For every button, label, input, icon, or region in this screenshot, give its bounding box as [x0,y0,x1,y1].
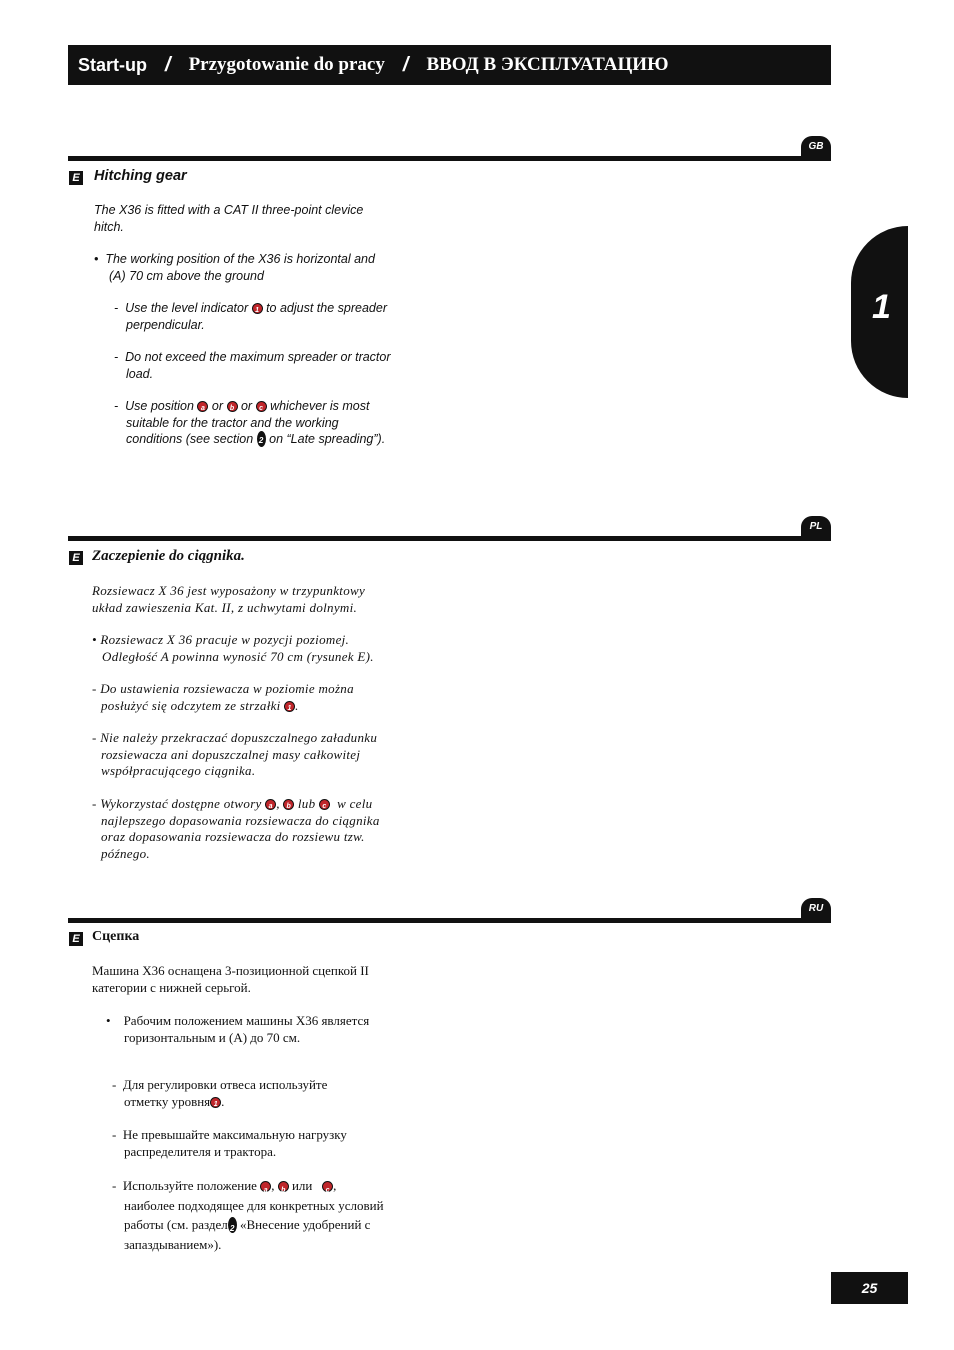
text-line: Nie należy przekraczać dopuszczalnego załadunku [100,730,378,745]
text-line: współpracującego ciągnika. [101,763,256,778]
section-title-gb: Hitching gear [94,168,187,184]
text-line: (A) 70 cm above the ground [109,268,264,283]
header-title-ru: ВВОД В ЭКСПЛУАТАЦИЮ [426,54,669,75]
dash-symbol: - [92,681,97,696]
level-indicator-badge-icon [252,303,263,314]
text-line: load. [126,366,154,381]
section-2-badge-icon [228,1217,237,1233]
position-b-badge-icon [283,799,294,810]
text-fragment: or [211,399,224,413]
text-line: rozsiewacza ani dopuszczalnej masy całkowitej [101,746,361,762]
text-fragment: Use the level indicator [125,301,249,315]
gb-item-1 [114,300,387,333]
text-line: Do ustawienia rozsiewacza w poziomie można [100,681,354,696]
gb-item-2 [114,349,391,382]
bullet-symbol: • [94,252,99,266]
text-line: Do not exceed the maximum spreader or tractor [125,350,391,364]
header-title-pl: Przygotowanie do pracy [188,54,385,75]
chapter-number: 1 [872,288,891,326]
text-line: Rozsiewacz X 36 jest wyposażony w trzypunktowy [92,583,366,598]
text-fragment: on “Late spreading”). [269,432,386,446]
text-line: наиболее подходящее для конкретных условий [124,1197,384,1213]
text-line: Машина X36 оснащена 3-позиционной сцепкой II [92,963,369,978]
text-line: Рабочим положением машины X36 является [123,1013,370,1028]
pl-item-1 [92,681,354,714]
section-rule-ru [68,918,831,923]
text-fragment: отметку уровня [124,1093,211,1109]
text-line: późnego. [101,845,150,861]
section-rule-gb [68,156,831,161]
text-fragment: whichever is most [270,399,370,413]
text-line: hitch. [94,219,124,234]
ru-item-3 [112,1176,384,1254]
text-line: запаздыванием»). [124,1236,222,1252]
dash-symbol: - [114,399,119,413]
header-title-en: Start-up [78,54,147,75]
text-line: The X36 is fitted with a CAT II three-point clevice [94,203,364,217]
header-separator: / [165,53,171,76]
page-header-band [68,45,831,85]
text-line: suitable for the tractor and the working [126,415,339,430]
text-line: Для регулировки отвеса используйте [122,1077,328,1092]
ru-bullet [106,1013,369,1046]
pl-item-3 [92,796,380,862]
position-b-badge-icon [227,401,238,412]
ru-item-2 [112,1127,347,1160]
level-indicator-badge-icon [210,1097,221,1108]
dash-symbol: - [114,350,119,364]
section-marker-e: E [69,932,83,946]
dash-symbol: - [92,730,97,745]
text-fragment: Wykorzystać dostępne otwory [100,796,262,811]
text-line: распределителя и трактора. [124,1143,277,1159]
text-line: układ zawieszenia Kat. II, z uchwytami dolnymi. [92,599,358,615]
text-line: категории с нижней серьгой. [92,979,251,995]
bullet-symbol: • [106,1013,111,1028]
text-fragment: conditions (see section [126,432,254,446]
text-line: Odległość A powinna wynosić 70 cm (rysunek E). [102,648,374,664]
text-fragment: «Внесение удобрений с [240,1217,371,1232]
text-fragment: Используйте положение [122,1178,257,1193]
gb-item-3 [114,398,385,448]
section-title-pl: Zaczepienie do ciągnika. [92,548,245,564]
text-fragment: Use position [125,399,194,413]
dash-symbol: - [114,301,119,315]
text-line: perpendicular. [126,317,205,332]
text-fragment: . [221,1093,225,1109]
gb-intro [94,202,363,235]
level-indicator-badge-icon [284,701,295,712]
text-line: The working position of the X36 is horizontal and [105,252,375,266]
position-a-badge-icon [265,799,276,810]
text-fragment: to adjust the spreader [266,301,387,315]
language-tab-pl: PL [801,516,831,537]
position-c-badge-icon [256,401,267,412]
text-fragment: , [271,1178,275,1193]
language-tab-gb: GB [801,136,831,157]
text-fragment: posłużyć się odczytem ze strzałki [101,697,281,713]
position-b-badge-icon [278,1181,289,1192]
text-line: горизонтальным и (А) до 70 см. [124,1029,301,1045]
dash-symbol: - [92,796,97,811]
position-c-badge-icon [319,799,330,810]
text-line: Не превышайте максимальную нагрузку [122,1127,347,1142]
text-fragment: , [276,796,280,811]
section-marker-e: E [69,551,83,565]
dash-symbol: - [112,1127,117,1142]
language-tab-ru: RU [801,898,831,919]
section-title-ru: Сцепка [92,929,140,944]
section-marker-e: E [69,171,83,185]
section-2-badge-icon [257,431,266,447]
text-fragment: или [291,1178,313,1193]
bullet-symbol: • [92,632,97,647]
header-separator: / [402,53,409,76]
page-number: 25 [831,1272,908,1304]
text-line: Rozsiewacz X 36 pracuje w pozycji poziomej. [100,632,350,647]
pl-bullet [92,632,374,665]
position-c-badge-icon [322,1181,333,1192]
ru-item-1 [112,1077,327,1110]
text-fragment: , [333,1178,337,1193]
pl-item-2 [92,730,377,780]
text-line: oraz dopasowania rozsiewacza do rozsiewu tzw. [101,829,365,844]
position-a-badge-icon [260,1181,271,1192]
text-line: najlepszego dopasowania rozsiewacza do ciągnika [101,812,380,828]
text-fragment: lub [297,796,316,811]
text-fragment: w celu [337,796,373,811]
dash-symbol: - [112,1077,117,1092]
position-a-badge-icon [197,401,208,412]
dash-symbol: - [112,1178,117,1193]
text-fragment: работы (см. раздел [124,1217,228,1232]
text-fragment: . [295,697,299,713]
text-fragment: or [240,399,253,413]
gb-bullet [94,251,375,284]
ru-intro [92,963,369,996]
section-rule-pl [68,536,831,541]
pl-intro [92,583,365,616]
